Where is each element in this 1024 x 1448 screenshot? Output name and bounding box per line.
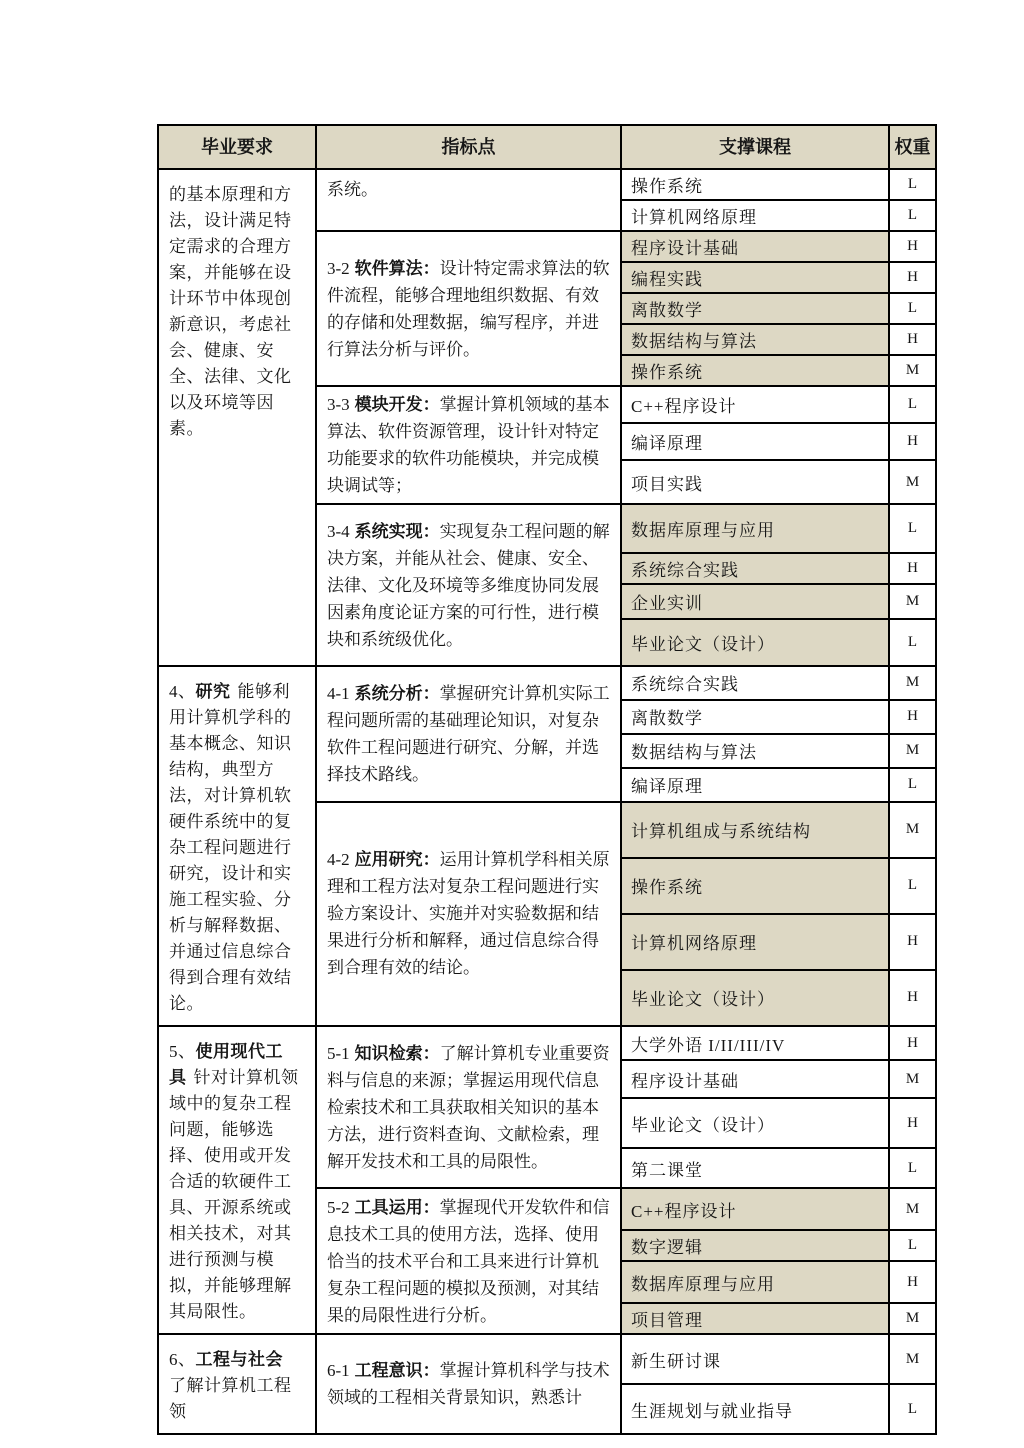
indicator-block bbox=[317, 1187, 935, 1333]
course-weight-cell: H bbox=[907, 708, 918, 725]
course-weight-cell: H bbox=[907, 933, 918, 950]
indicator-cell bbox=[317, 170, 622, 230]
course-row bbox=[622, 354, 935, 385]
indicator-column bbox=[317, 667, 935, 1025]
indicator-column bbox=[317, 170, 935, 665]
course-row bbox=[622, 1147, 935, 1187]
course-weight-cell: L bbox=[907, 877, 918, 894]
course-name-cell: 编译原理 bbox=[622, 424, 890, 459]
course-column bbox=[622, 667, 935, 801]
course-name-cell: 程序设计基础 bbox=[622, 1061, 890, 1097]
indicator-term: 应用研究： bbox=[354, 850, 440, 870]
course-weight-cell: M bbox=[905, 593, 920, 609]
indicator-description: 设计特定需求算法的软件流程，能够合理地组织数据、有效的存储和处理数据，编写程序，并进行算法分析与评价。 bbox=[327, 258, 610, 359]
indicator-description: 系统。 bbox=[327, 180, 378, 199]
course-weight-cell: M bbox=[905, 1310, 920, 1326]
course-name-cell: 程序设计基础 bbox=[622, 232, 890, 261]
course-column bbox=[622, 505, 935, 665]
indicator-description: 掌握研究计算机实际工程问题所需的基础理论知识，对复杂软件工程问题进行研究、分解，并选择技术路线。 bbox=[327, 683, 610, 784]
requirement-text: 能够利用计算机学科的基本概念、知识结构，典型方法，对计算机软硬件系统中的复杂工程问题进行研究，设计和实施工程实验、分析与解释数据、并通过信息综合得到合理有效结论。 bbox=[169, 682, 292, 1013]
course-row bbox=[622, 969, 935, 1025]
course-name-cell: 计算机网络原理 bbox=[622, 915, 890, 969]
indicator-cell bbox=[317, 803, 622, 1026]
requirement-section bbox=[159, 1025, 935, 1333]
course-row bbox=[622, 1260, 935, 1302]
indicator-block bbox=[317, 385, 935, 503]
course-name-cell: 系统综合实践 bbox=[622, 667, 890, 699]
indicator-block bbox=[317, 801, 935, 1026]
course-weight-cell: M bbox=[905, 742, 920, 759]
course-weight-cell: M bbox=[905, 1200, 920, 1217]
course-name-cell: 数字逻辑 bbox=[622, 1231, 890, 1260]
course-row bbox=[622, 1059, 935, 1097]
course-row bbox=[622, 323, 935, 354]
course-row bbox=[622, 913, 935, 969]
indicator-term: 系统实现： bbox=[354, 521, 440, 541]
course-name-cell: 计算机组成与系统结构 bbox=[622, 803, 890, 857]
course-weight-cell: H bbox=[907, 433, 918, 449]
course-name-cell: 离散数学 bbox=[622, 701, 890, 733]
header-requirement: 毕业要求 bbox=[159, 126, 317, 168]
course-name-cell: 项目管理 bbox=[622, 1304, 890, 1333]
course-name-cell: C++程序设计 bbox=[622, 1189, 890, 1229]
course-row bbox=[622, 1097, 935, 1147]
course-name-cell: 编程实践 bbox=[622, 263, 890, 292]
course-weight-cell: M bbox=[905, 473, 920, 490]
indicator-term: 模块开发： bbox=[354, 395, 440, 414]
indicator-column bbox=[317, 1027, 935, 1333]
course-weight-cell: H bbox=[907, 989, 918, 1006]
table-header-row bbox=[159, 126, 935, 170]
course-name-cell: 系统综合实践 bbox=[622, 554, 890, 583]
course-weight-cell: H bbox=[907, 238, 918, 254]
course-row bbox=[622, 292, 935, 323]
course-weight-cell: L bbox=[907, 207, 918, 223]
indicator-text bbox=[327, 680, 612, 788]
requirement-title: 研究 bbox=[195, 682, 231, 701]
indicator-cell bbox=[317, 232, 622, 385]
header-course: 支撑课程 bbox=[622, 126, 890, 168]
course-name-cell: 数据结构与算法 bbox=[622, 735, 890, 767]
indicator-description: 掌握计算机科学与技术领域的工程相关背景知识，熟悉计 bbox=[327, 1361, 610, 1407]
course-row bbox=[622, 733, 935, 767]
course-weight-cell: L bbox=[907, 396, 918, 412]
indicator-term: 知识检索： bbox=[354, 1043, 440, 1063]
indicator-number: 6-1 bbox=[327, 1361, 350, 1380]
requirement-cell bbox=[159, 1335, 317, 1433]
indicator-description: 掌握现代开发软件和信息技术工具的使用方法，选择、使用恰当的技术平台和工具来进行计算机复杂工程问题的模拟及预测，对其结果的局限性进行分析。 bbox=[327, 1197, 610, 1325]
requirement-number: 5、 bbox=[169, 1042, 196, 1061]
indicator-block bbox=[317, 503, 935, 665]
course-name-cell: 第二课堂 bbox=[622, 1149, 890, 1187]
table-body bbox=[159, 170, 935, 1433]
header-indicator: 指标点 bbox=[317, 126, 622, 168]
course-weight-cell: L bbox=[907, 1159, 918, 1176]
course-weight-cell: M bbox=[905, 674, 920, 691]
course-row bbox=[622, 1302, 935, 1333]
course-row bbox=[622, 1027, 935, 1059]
course-row bbox=[622, 459, 935, 503]
course-column bbox=[622, 232, 935, 385]
course-row bbox=[622, 552, 935, 583]
course-row bbox=[622, 583, 935, 618]
course-name-cell: 生涯规划与就业指导 bbox=[622, 1385, 890, 1433]
requirement-section bbox=[159, 1333, 935, 1433]
course-name-cell: 新生研讨课 bbox=[622, 1335, 890, 1383]
course-name-cell: 数据库原理与应用 bbox=[622, 505, 890, 552]
course-weight-cell: L bbox=[907, 776, 918, 793]
course-weight-cell: H bbox=[907, 269, 918, 285]
course-row bbox=[622, 261, 935, 292]
course-name-cell: C++程序设计 bbox=[622, 387, 890, 422]
course-weight-cell: M bbox=[905, 821, 920, 838]
indicator-number: 3-2 bbox=[327, 258, 350, 278]
course-row bbox=[622, 1383, 935, 1433]
indicator-cell bbox=[317, 387, 622, 503]
course-weight-cell: L bbox=[907, 1400, 918, 1417]
course-name-cell: 数据结构与算法 bbox=[622, 325, 890, 354]
course-weight-cell: M bbox=[905, 1350, 920, 1367]
course-name-cell: 企业实训 bbox=[622, 585, 890, 618]
indicator-text bbox=[327, 1040, 612, 1175]
course-column bbox=[622, 1027, 935, 1187]
indicator-description: 了解计算机专业重要资料与信息的来源；掌握运用现代信息检索技术和工具获取相关知识的基本方法，进行资料查询、文献检索，理解开发技术和工具的局限性。 bbox=[327, 1043, 610, 1171]
indicator-number: 3-3 bbox=[327, 395, 350, 414]
indicator-number: 4-2 bbox=[327, 850, 350, 870]
indicator-cell bbox=[317, 1027, 622, 1187]
course-row bbox=[622, 699, 935, 733]
course-name-cell: 毕业论文（设计） bbox=[622, 971, 890, 1025]
requirement-cell bbox=[159, 667, 317, 1025]
course-weight-cell: M bbox=[905, 362, 920, 378]
course-row bbox=[622, 1189, 935, 1229]
indicator-cell bbox=[317, 505, 622, 665]
course-weight-cell: L bbox=[907, 634, 918, 650]
indicator-block bbox=[317, 1335, 935, 1433]
indicator-block bbox=[317, 1027, 935, 1187]
course-weight-cell: H bbox=[907, 560, 918, 576]
course-row bbox=[622, 1229, 935, 1260]
graduation-requirements-table bbox=[157, 124, 937, 1435]
indicator-text bbox=[327, 391, 612, 499]
indicator-block bbox=[317, 230, 935, 385]
course-row bbox=[622, 857, 935, 913]
course-column bbox=[622, 387, 935, 503]
requirement-section bbox=[159, 665, 935, 1025]
indicator-term: 系统分析： bbox=[354, 683, 440, 703]
course-name-cell: 离散数学 bbox=[622, 294, 890, 323]
course-column bbox=[622, 170, 935, 230]
indicator-term: 工程意识： bbox=[354, 1361, 440, 1380]
indicator-description: 掌握计算机领域的基本算法、软件资源管理，设计针对特定功能要求的软件功能模块，并完成模块调试等； bbox=[327, 395, 610, 495]
indicator-term: 工具运用： bbox=[354, 1197, 440, 1217]
course-row bbox=[622, 505, 935, 552]
course-name-cell: 毕业论文（设计） bbox=[622, 620, 890, 665]
indicator-number: 5-1 bbox=[327, 1043, 350, 1063]
course-row bbox=[622, 618, 935, 665]
course-column bbox=[622, 1335, 935, 1433]
indicator-text bbox=[327, 846, 612, 981]
indicator-text bbox=[327, 255, 612, 363]
requirement-text: 的基本原理和方法，设计满足特定需求的合理方案，并能够在设计环节中体现创新意识，考虑社会、健康、安全、法律、文化以及环境等因素。 bbox=[169, 185, 292, 438]
course-weight-cell: H bbox=[907, 331, 918, 347]
indicator-text bbox=[327, 1194, 612, 1329]
indicator-text bbox=[327, 176, 378, 203]
course-column bbox=[622, 1189, 935, 1333]
requirement-number: 6、 bbox=[169, 1350, 196, 1369]
course-row bbox=[622, 1335, 935, 1383]
indicator-cell bbox=[317, 1335, 622, 1433]
requirement-title: 工程与社会 bbox=[195, 1350, 283, 1369]
requirement-text: 了解计算机工程领 bbox=[169, 1376, 292, 1421]
requirement-section bbox=[159, 170, 935, 665]
course-row bbox=[622, 232, 935, 261]
indicator-cell bbox=[317, 667, 622, 801]
indicator-block bbox=[317, 170, 935, 230]
course-weight-cell: L bbox=[907, 520, 918, 536]
course-row bbox=[622, 387, 935, 422]
indicator-description: 实现复杂工程问题的解决方案，并能从社会、健康、安全、法律、文化及环境等多维度协同发展因素角度论证方案的可行性，进行模块和系统级优化。 bbox=[327, 521, 610, 649]
indicator-block bbox=[317, 667, 935, 801]
indicator-number: 3-4 bbox=[327, 521, 350, 541]
requirement-cell bbox=[159, 170, 317, 665]
course-weight-cell: L bbox=[907, 300, 918, 316]
course-row bbox=[622, 667, 935, 699]
course-row bbox=[622, 199, 935, 230]
course-weight-cell: H bbox=[907, 1034, 918, 1051]
course-name-cell: 计算机网络原理 bbox=[622, 201, 890, 230]
indicator-text bbox=[327, 1357, 612, 1411]
course-weight-cell: M bbox=[905, 1070, 920, 1087]
indicator-column bbox=[317, 1335, 935, 1433]
course-name-cell: 操作系统 bbox=[622, 859, 890, 913]
course-name-cell: 大学外语 I/II/III/IV bbox=[622, 1027, 890, 1059]
course-weight-cell: L bbox=[907, 176, 918, 192]
indicator-number: 5-2 bbox=[327, 1197, 350, 1217]
course-name-cell: 数据库原理与应用 bbox=[622, 1262, 890, 1302]
course-column bbox=[622, 803, 935, 1026]
header-weight: 权重 bbox=[894, 136, 931, 157]
course-row bbox=[622, 767, 935, 801]
course-name-cell: 毕业论文（设计） bbox=[622, 1099, 890, 1147]
course-row bbox=[622, 422, 935, 459]
course-name-cell: 项目实践 bbox=[622, 461, 890, 503]
course-weight-cell: H bbox=[907, 1273, 918, 1290]
indicator-description: 运用计算机学科相关原理和工程方法对复杂工程问题进行实验方案设计、实施并对实验数据和结果进行分析和解释，通过信息综合得到合理有效的结论。 bbox=[327, 850, 610, 978]
course-name-cell: 操作系统 bbox=[622, 170, 890, 199]
requirement-text: 针对计算机领域中的复杂工程问题，能够选择、使用或开发合适的软硬件工具、开源系统或相关技术，对其进行预测与模拟，并能够理解其局限性。 bbox=[169, 1068, 299, 1321]
requirement-cell bbox=[159, 1027, 317, 1333]
course-row bbox=[622, 170, 935, 199]
course-name-cell: 编译原理 bbox=[622, 769, 890, 801]
indicator-number: 4-1 bbox=[327, 683, 350, 703]
course-weight-cell: L bbox=[907, 1237, 918, 1253]
course-row bbox=[622, 803, 935, 857]
indicator-term: 软件算法： bbox=[354, 258, 440, 278]
course-name-cell: 操作系统 bbox=[622, 356, 890, 385]
course-weight-cell: H bbox=[907, 1114, 918, 1131]
indicator-text bbox=[327, 518, 612, 653]
indicator-cell bbox=[317, 1189, 622, 1333]
requirement-number: 4、 bbox=[169, 682, 196, 701]
requirement-title: 使用现代工具 bbox=[169, 1042, 283, 1087]
